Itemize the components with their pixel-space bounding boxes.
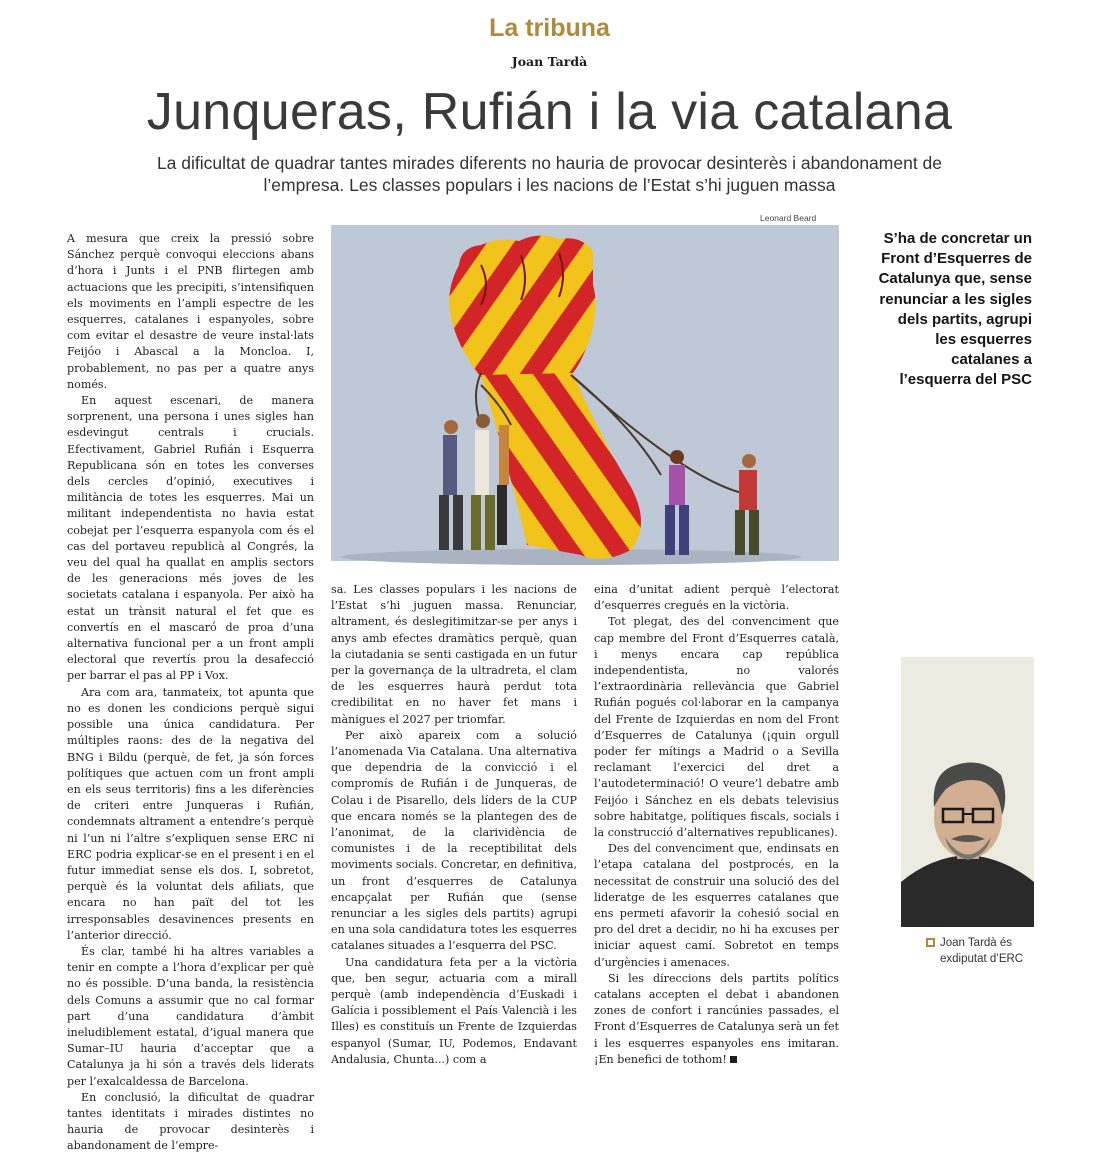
- paragraph: Tot plegat, des del convenciment que cap membre del Front d’Esquerres català, i menys encara cap república independentista, no valorés l’extraordinària rellevància que Gabriel Rufián pogués col·laborar en la campanya del Frente de Izquierdas en nom del Front d’Esquerres de Catalunya (¡quin orgull poder fer mítings a Madrid o a Sevilla reclamant l’exercici del dret a l’autodeterminació! O veure’l debatre amb Feijóo i Sánchez en els debats televisius sobre habitatge, polítiques fiscals, socials i la construcció d’alternatives republicanes).: [594, 615, 839, 840]
- paragraph: Una candidatura feta per a la victòria que, ben segur, actuaria com a mirall perquè (amb independència d’Euskadi i Galícia i possiblement el País Valencià i les Illes) es constituís un Frente de Izquierdas espanyol (Sumar, IU, Podemos, Endavant Andalusia, Chunta...) com a: [331, 955, 577, 1066]
- pull-quote: S’ha de concretar un Front d’Esquerres de Catalunya que, sense renunciar a les sigles dels partits, agrupi les esquerres catalanes a l’esquerra del PSC: [878, 230, 1032, 389]
- illustration-raised-fist: [331, 225, 839, 561]
- article-column-1: [67, 231, 314, 1153]
- paragraph: En conclusió, la dificultat de quadrar tantes identitats i mirades distintes no hauria de provocar desinterès i abandonament de l’empre-: [67, 1090, 314, 1153]
- subtitle: La dificultat de quadrar tantes mirades diferents no hauria de provocar desinterès i abandonament de l’empresa. Les classes populars i les nacions de l’Estat s’hi juguen massa: [156, 153, 943, 195]
- caption-marker-icon: [926, 938, 935, 947]
- paragraph-final: [594, 971, 839, 1068]
- paragraph: Des del convenciment que, endinsats en l’etapa catalana del postprocés, en la necessitat de construir una solució des del lideratge de les esquerres catalanes que ens permeti afavorir la cohesió social en pro del dret a decidir, no hi ha excuses per iniciar aquest camí. Sobretot en temps d’urgències i amenaces.: [594, 842, 839, 969]
- author-photo: [901, 657, 1034, 927]
- paragraph: Ara com ara, tanmateix, tot apunta que no es donen les condicions perquè sigui possible una única candidatura. Per múltiples raons: des de la negativa del BNG i Bildu (perquè, de fet, ja són forces polítiques que actuen com un front ampli en els seus territoris) fins a les diferències de criteri entre Junqueras i Rufián, condemnats altrament a entendre’s perquè ni l’un ni l’altre s’expliquen sense ERC ni ERC podria explicar-se en el present i en el futur immediat sense els dos. I, sobretot, perquè és la voluntat dels afiliats, que encara no han paït del tot les irresponsables desavinences presents en l’anterior direcció.: [67, 685, 314, 942]
- paragraph: En aquest escenari, de manera sorprenent, una persona i unes sigles han esdevingut centrals i crucials. Efectivament, Gabriel Rufián i Esquerra Republicana són en totes les converses dels cercles d’opinió, executives i militància de totes les esquerres. Mai un militant independentista no havia estat cobejat per l’esquerra espanyola com és el cas del portaveu republicà al Congrés, la veu del qual ha quallat en amplis sectors de les generacions més joves de les societats catalana i espanyola. Per això ha estat un trànsit natural el fet que es convertís en el mascaró de proa d’una alternativa funcional per a un front ampli electoral que revertís prou la desafecció per barrar el pas al PP i Vox.: [67, 394, 314, 683]
- article-column-2: [331, 582, 577, 1066]
- paragraph: A mesura que creix la pressió sobre Sánchez perquè convoqui eleccions abans d’hora i Junts i el PNB flirtegen amb actuacions que les precipiti, s’intensifiquen els moviments en l’ampli espectre de les esquerres, catalanes i espanyoles, sobre com evitar el desastre de veure instal·lats Feijóo i Abascal a la Moncloa. I, probablement, no pas per a quatre anys només.: [67, 232, 314, 391]
- illustration-credit: Leonard Beard: [760, 213, 817, 223]
- paragraph: És clar, també hi ha altres variables a tenir en compte a l’hora d’explicar per què no és possible. D’una banda, la resistència dels Comuns a assumir que no cal formar part d’una candidatura d’àmbit ineludiblement estatal, d’igual manera que Sumar–IU hauria d’acceptar que a Catalunya ja hi són a través dels liderats per l’exalcaldessa de Barcelona.: [67, 944, 314, 1088]
- author-portrait-svg: [901, 657, 1034, 927]
- end-mark-icon: [730, 1056, 737, 1063]
- headline: Junqueras, Rufián i la via catalana: [146, 83, 953, 141]
- paragraph: eina d’unitat adient perquè l’electorat d’esquerres cregués en la victòria.: [594, 583, 839, 613]
- paragraph: sa. Les classes populars i les nacions de l’Estat s’hi juguen massa. Renunciar, altrament, és deslegitimitzar-se per anys i anys amb efectes dramàtics perquè, quan la ciutadania se senti castigada en un futur per la governança de la ultradreta, el clam de les esquerres haurà perdut tota credibilitat en no haver fet mans i mànigues el 2027 per triomfar.: [331, 583, 577, 726]
- final-paragraph-text: Si les direccions dels partits polítics catalans accepten el debat i abandonen zones de confort i rancúnies passades, el Front d’Esquerres de Catalunya serà un fet i les esquerres espanyoles ens imitaran. ¡En benefici de tothom!: [594, 971, 839, 1066]
- author-caption: Joan Tardà és exdiputat d’ERC: [940, 937, 1024, 965]
- section-label: La tribuna: [489, 14, 610, 42]
- illustration-svg: [331, 225, 839, 561]
- author-byline: Joan Tardà: [511, 54, 588, 69]
- paragraph: Per això apareix com a solució l’anomenada Via Catalana. Una alternativa que dependria de la convicció i el compromís de Rufián i de Junqueras, de Colau i de Pisarello, dels líders de la CUP que encara només se la plantegen des de l’anonimat, de la clarividència de comunistes i de la receptibilitat dels moviments socials. Concretar, en definitiva, un front d’esquerres de Catalunya encapçalat per Rufián que (sense renunciar a les sigles dels partits) agrupi en una sola candidatura totes les esquerres catalanes situades a l’esquerra del PSC.: [331, 728, 577, 953]
- article-column-3: [594, 582, 839, 1066]
